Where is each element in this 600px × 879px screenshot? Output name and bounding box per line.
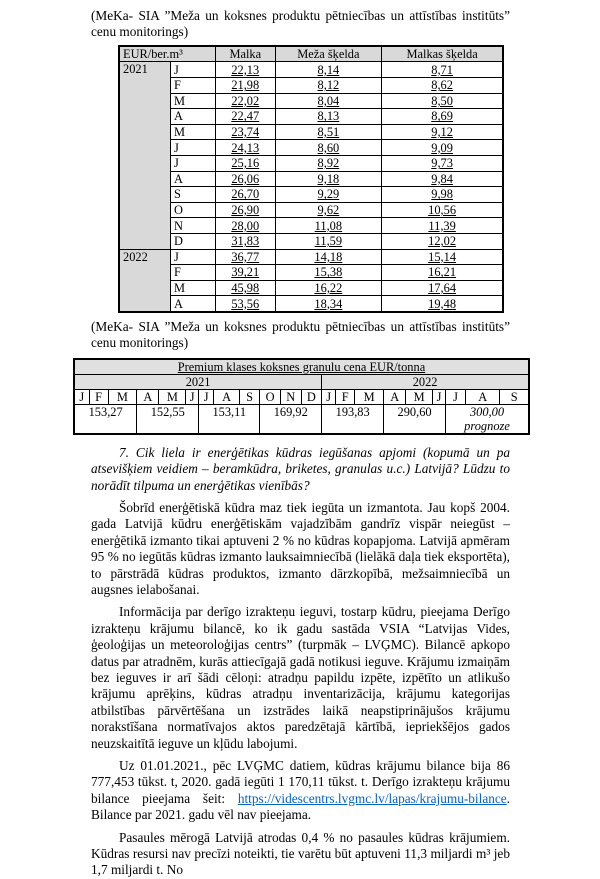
price-cell: 17,64 [382,280,503,296]
month-cell: D [171,233,216,249]
month-cell: S [500,389,529,404]
price-cell: 8,92 [275,155,382,171]
price-cell: 9,84 [382,171,503,187]
price-cell: 16,22 [275,280,382,296]
price-cell: 22,13 [216,62,276,78]
source-caption: (MeKa- SIA ”Meža un koksnes produktu pētniecības un attīstības institūts” cenu monitorings) [91,8,510,40]
source-caption: (MeKa- SIA ”Meža un koksnes produktu pētniecības un attīstības institūts” cenu monitorings) [91,318,510,351]
price-cell: 8,14 [275,62,382,78]
paragraph: Pasaules mērogā Latvijā atrodas 0,4 % no pasaules kūdras krājumiem. Kūdras resursi nav precīzi noteikti, tie varētu būt aptuveni 11,3 miljardi m³ jeb 1,7 miljardi t. No [91,829,510,878]
table-row [119,233,503,249]
price-cell: 9,73 [382,155,503,171]
month-cell: M [406,389,433,404]
month-cell: J [322,389,336,404]
price-cell: 8,69 [382,109,503,125]
price-cell: 9,09 [382,140,503,156]
month-cell: J [171,140,216,156]
month-cell: J [171,62,216,78]
price-cell: 8,51 [275,124,382,140]
document-page [79,0,518,879]
month-cell: M [355,389,384,404]
price-cell: 23,74 [216,124,276,140]
quarter-value-cell: 169,92 [260,404,322,434]
month-cell: A [171,171,216,187]
month-cell: M [171,124,216,140]
price-cell: 25,16 [216,155,276,171]
price-cell: 26,70 [216,187,276,203]
paragraph: Uz 01.01.2021., pēc LVĢMC datiem, kūdras krājumu bilance bija 86 777,453 tūkst. t, 2020. gadā iegūti 1 170,11 tūkst. t. Derīgo izrakteņu krājumu bilance pieejama šeit: https://videscentrs.lvgmc.lv/lapas/krajumu-bilance. Bilance par 2021. gadu vēl nav pieejama. [91,758,510,823]
price-cell: 8,13 [275,109,382,125]
month-cell: J [74,389,89,404]
unit-header: EUR/ber.m³ [119,46,216,62]
month-cell: A [214,389,240,404]
price-cell: 8,50 [382,93,503,109]
quarter-value-cell: 153,27 [74,404,137,434]
table-row [119,78,503,94]
price-cell: 11,08 [275,218,382,234]
month-cell: J [171,155,216,171]
price-cell: 9,29 [275,187,382,203]
table-title: Premium klases koksnes granulu cena EUR/tonna [74,359,529,375]
price-cell: 53,56 [216,296,276,312]
price-cell: 9,12 [382,124,503,140]
price-cell: 8,12 [275,78,382,94]
price-cell: 21,98 [216,78,276,94]
month-cell: A [171,296,216,312]
month-cell: A [384,389,406,404]
krajumu-bilance-link[interactable]: https://videscentrs.lvgmc.lv/lapas/krajumu-bilance [237,790,507,806]
month-cell: J [171,249,216,265]
month-cell: J [433,389,446,404]
price-cell: 10,56 [382,202,503,218]
price-cell: 15,14 [382,249,503,265]
price-cell: 36,77 [216,249,276,265]
month-cell: M [159,389,186,404]
table-row [119,171,503,187]
month-cell: A [466,389,500,404]
table-row [119,218,503,234]
year-cell: 2021 [119,62,171,249]
month-cell: J [199,389,214,404]
price-cell: 19,48 [382,296,503,312]
month-cell: M [171,280,216,296]
quarter-value-cell: 153,11 [199,404,260,434]
table-row [119,140,503,156]
price-cell: 14,18 [275,249,382,265]
price-cell: 8,71 [382,62,503,78]
price-cell: 8,60 [275,140,382,156]
month-cell: M [171,93,216,109]
month-cell: A [137,389,159,404]
table-row [119,265,503,281]
table-row [119,296,503,312]
question-7: 7. Cik liela ir enerģētikas kūdras iegūšanas apjomi (kopumā un pa atsevišķiem veidiem – beramkūdra, briketes, granulas u.c.) Latvijā? Lūdzu to norādīt tilpuma un enerģētikas vienībās? [91,444,510,493]
price-cell: 24,13 [216,140,276,156]
month-cell: N [280,389,301,404]
month-cell: S [171,187,216,203]
price-cell: 26,90 [216,202,276,218]
month-cell: O [171,202,216,218]
table-row [119,93,503,109]
price-cell: 15,38 [275,265,382,281]
price-cell: 9,62 [275,202,382,218]
year-cell: 2022 [119,249,171,312]
price-cell: 26,06 [216,171,276,187]
firewood-price-table [118,45,504,313]
table-row [119,124,503,140]
column-header: Meža šķelda [275,46,382,62]
month-cell: F [89,389,108,404]
month-cell: A [171,109,216,125]
quarter-value-cell: 152,55 [137,404,199,434]
table-row [119,280,503,296]
month-cell: O [260,389,281,404]
table-row [119,109,503,125]
price-cell: 12,02 [382,233,503,249]
month-cell: S [239,389,259,404]
paragraph: Informācija par derīgo izrakteņu ieguvi, tostarp kūdru, pieejama Derīgo izrakteņu krājumu bilancē, ko ik gadu sastāda VSIA “Latvijas Vides, ģeoloģijas un meteoroloģijas centrs” (turpmāk – LVĢMC). Bilancē apkopo datus par atradnēm, kurās attiecīgajā gadā notikusi ieguve. Krājumu izmaiņām bez ieguves ir arī šādi cēloņi: atradņu papildu izpēte, izpētīto un atlikušo krājumu aprēķins, kūdras atradņu inventarizācija, krājumu kategorijas atbilstības pārvērtēšana un izstrādes laikā neapstiprinājušos krājumu norakstīšana normatīvajos aktos paredzētajā kārtībā, iepriekšējos gados neuzskaitītā ieguve un kļūdu labojumi. [91,604,510,751]
price-cell: 28,00 [216,218,276,234]
month-cell: M [108,389,137,404]
month-cell: J [446,389,466,404]
price-cell: 8,04 [275,93,382,109]
price-cell: 11,39 [382,218,503,234]
year-2022: 2022 [322,374,529,389]
column-header: Malkas šķelda [382,46,503,62]
month-cell: J [186,389,199,404]
table-row [119,187,503,203]
price-cell: 18,34 [275,296,382,312]
year-2021: 2021 [74,374,322,389]
quarter-value-cell: 193,83 [322,404,384,434]
price-cell: 22,02 [216,93,276,109]
month-cell: F [171,78,216,94]
month-cell: F [336,389,355,404]
table-row [119,202,503,218]
table-row [119,62,503,78]
table-row [119,155,503,171]
price-cell: 45,98 [216,280,276,296]
month-cell: D [301,389,322,404]
column-header: Malka [216,46,276,62]
price-cell: 39,21 [216,265,276,281]
price-cell: 22,47 [216,109,276,125]
forecast-value-cell: 300,00 prognoze [446,404,529,434]
paragraph: Šobrīd enerģētiskā kūdra maz tiek iegūta un izmantota. Jau kopš 2004. gada Latvijā kūdru enerģētiskām vajadzībām gandrīz vispār neiegūst – enerģētikā izmanto tikai aptuveni 2 % no kūdras kopapjoma. Latvijā apmēram 95 % no iegūtās kūdras izmanto lauksaimniecībā (lielākā daļa tiek eksportēta), to pārstrādā kūdras produktos, izmanto dārzkopībā, mežsaimniecībā un augsnes ielabošanai. [91,499,510,597]
price-cell: 9,98 [382,187,503,203]
price-cell: 11,59 [275,233,382,249]
quarter-value-cell: 290,60 [384,404,446,434]
month-cell: N [171,218,216,234]
price-cell: 8,62 [382,78,503,94]
price-cell: 16,21 [382,265,503,281]
table-header [119,46,503,62]
month-cell: F [171,265,216,281]
table-row [119,249,503,265]
price-cell: 31,83 [216,233,276,249]
pellet-price-table [73,358,530,435]
price-cell: 9,18 [275,171,382,187]
